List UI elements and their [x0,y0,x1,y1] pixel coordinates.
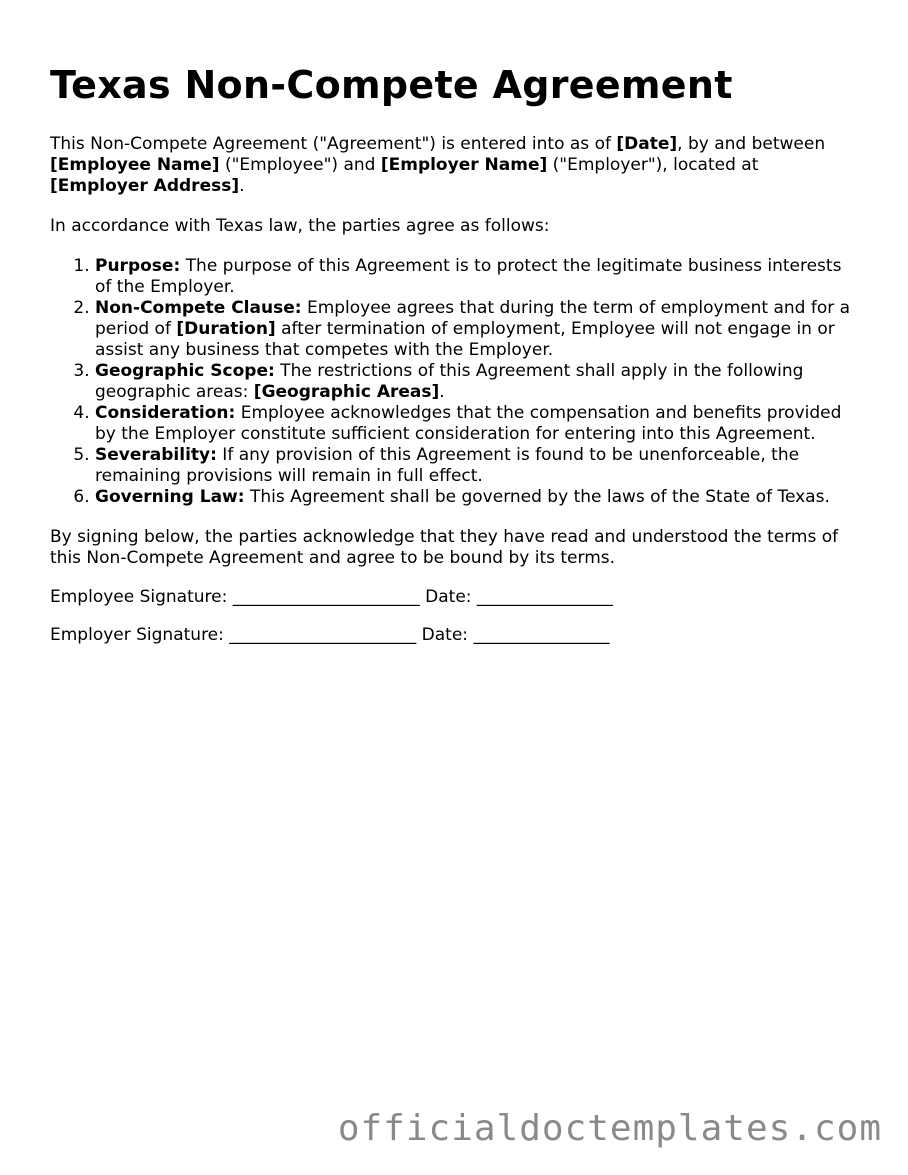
intro-text: ("Employer"), located at [547,155,759,175]
date-placeholder: [Date] [616,134,678,154]
intro-text: . [239,176,245,196]
intro-text: ("Employee") and [219,155,381,175]
intro-paragraph [50,134,860,197]
clause-governing-law [95,487,860,508]
clause-heading: Non-Compete Clause: [95,298,302,318]
clause-non-compete [95,298,860,361]
document-page [50,62,860,646]
clause-text: The purpose of this Agreement is to protect the legitimate business interests of the Employer. [95,256,842,297]
duration-placeholder: [Duration] [176,319,276,339]
clause-severability [95,445,860,487]
clause-consideration [95,403,860,445]
employer-address-placeholder: [Employer Address] [50,176,240,196]
watermark-text: officialdoctemplates.com [337,1108,882,1149]
clause-heading: Consideration: [95,403,236,423]
clause-purpose [95,256,860,298]
clause-text: after termination of employment, Employee will not engage in or assist any business that competes with the Employer. [95,319,835,360]
document-title: Texas Non-Compete Agreement [50,63,733,107]
employer-signature-line: Employer Signature: ______________________ Date: ________________ [50,625,610,645]
intro-text: This Non-Compete Agreement ("Agreement") is entered into as of [50,134,617,154]
clause-text: The restrictions of this Agreement shall apply in the following geographic areas: [95,361,804,402]
employee-name-placeholder: [Employee Name] [50,155,220,175]
clause-heading: Purpose: [95,256,181,276]
geographic-areas-placeholder: [Geographic Areas] [253,382,440,402]
clause-heading: Severability: [95,445,217,465]
employer-name-placeholder: [Employer Name] [380,155,548,175]
clause-heading: Geographic Scope: [95,361,275,381]
clause-text: . [439,382,445,402]
employee-signature-line: Employee Signature: ______________________ Date: ________________ [50,587,613,607]
intro-text: , by and between [677,134,826,154]
clause-text: Employee agrees that during the term of employment and for a period of [95,298,851,339]
law-intro: In accordance with Texas law, the parties agree as follows: [50,216,550,236]
acknowledgement-paragraph: By signing below, the parties acknowledge that they have read and understood the terms of this Non-Compete Agreement and agree to be bound by its terms. [50,527,839,568]
clause-heading: Governing Law: [95,487,245,507]
clause-geographic-scope [95,361,860,403]
clause-text: Employee acknowledges that the compensation and benefits provided by the Employer constitute sufficient consideration for entering into this Agreement. [95,403,842,444]
clause-text: If any provision of this Agreement is found to be unenforceable, the remaining provisions will remain in full effect. [95,445,800,486]
clause-list [50,256,860,508]
clause-text: This Agreement shall be governed by the laws of the State of Texas. [244,487,830,507]
